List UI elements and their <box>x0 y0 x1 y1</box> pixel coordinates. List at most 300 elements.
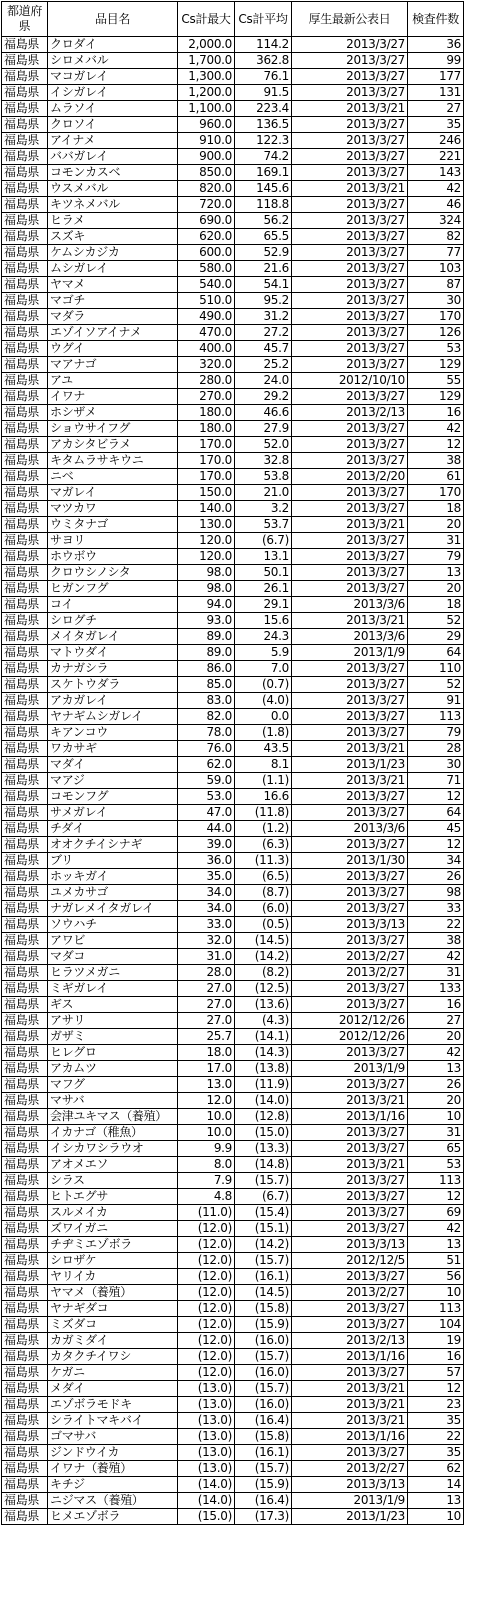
inspection-count-cell: 35 <box>408 1413 464 1429</box>
cs-average-cell: 21.0 <box>235 485 292 501</box>
cs-average-cell: (12.8) <box>235 1109 292 1125</box>
cs-average-cell: (11.9) <box>235 1077 292 1093</box>
cs-average-cell: (16.4) <box>235 1493 292 1509</box>
item-name-cell: ズワイガニ <box>48 1221 178 1237</box>
cs-max-cell: 82.0 <box>178 709 235 725</box>
cs-average-cell: (14.0) <box>235 1093 292 1109</box>
cs-average-cell: 362.8 <box>235 53 292 69</box>
item-name-cell: ムシガレイ <box>48 261 178 277</box>
publication-date-cell: 2013/3/21 <box>292 613 408 629</box>
cs-max-cell: 170.0 <box>178 437 235 453</box>
inspection-count-cell: 10 <box>408 1109 464 1125</box>
table-row <box>2 1429 464 1445</box>
table-row <box>2 117 464 133</box>
prefecture-cell: 福島県 <box>2 805 48 821</box>
cs-max-cell: 1,100.0 <box>178 101 235 117</box>
item-name-cell: キタムラサキウニ <box>48 453 178 469</box>
publication-date-cell: 2013/3/21 <box>292 1413 408 1429</box>
cs-average-cell: 43.5 <box>235 741 292 757</box>
cs-max-cell: 33.0 <box>178 917 235 933</box>
prefecture-cell: 福島県 <box>2 661 48 677</box>
prefecture-cell: 福島県 <box>2 1333 48 1349</box>
cs-max-cell: 180.0 <box>178 405 235 421</box>
inspection-count-cell: 64 <box>408 805 464 821</box>
cs-max-cell: (13.0) <box>178 1381 235 1397</box>
publication-date-cell: 2013/3/27 <box>292 229 408 245</box>
cs-average-cell: (15.7) <box>235 1253 292 1269</box>
inspection-count-cell: 30 <box>408 293 464 309</box>
cs-max-cell: 8.0 <box>178 1157 235 1173</box>
inspection-count-cell: 51 <box>408 1253 464 1269</box>
item-name-cell: サヨリ <box>48 533 178 549</box>
inspection-count-cell: 20 <box>408 581 464 597</box>
cs-max-cell: (13.0) <box>178 1397 235 1413</box>
cs-average-cell: (16.4) <box>235 1413 292 1429</box>
prefecture-cell: 福島県 <box>2 1237 48 1253</box>
table-row <box>2 213 464 229</box>
item-name-cell: マフグ <box>48 1077 178 1093</box>
table-row <box>2 469 464 485</box>
inspection-count-cell: 13 <box>408 565 464 581</box>
table-row <box>2 133 464 149</box>
cs-average-cell: (16.0) <box>235 1365 292 1381</box>
publication-date-cell: 2013/3/27 <box>292 213 408 229</box>
item-name-cell: マツカワ <box>48 501 178 517</box>
cs-max-cell: 4.8 <box>178 1189 235 1205</box>
prefecture-cell: 福島県 <box>2 389 48 405</box>
inspection-count-cell: 170 <box>408 485 464 501</box>
cs-max-cell: 47.0 <box>178 805 235 821</box>
inspection-count-cell: 170 <box>408 309 464 325</box>
prefecture-cell: 福島県 <box>2 837 48 853</box>
inspection-count-cell: 26 <box>408 1077 464 1093</box>
table-row <box>2 949 464 965</box>
inspection-count-cell: 87 <box>408 277 464 293</box>
item-name-cell: イワナ <box>48 389 178 405</box>
item-name-cell: シロザケ <box>48 1253 178 1269</box>
cs-average-cell: (14.3) <box>235 1045 292 1061</box>
cs-average-cell: (1.8) <box>235 725 292 741</box>
prefecture-cell: 福島県 <box>2 885 48 901</box>
publication-date-cell: 2013/3/27 <box>292 389 408 405</box>
cs-average-cell: 24.0 <box>235 373 292 389</box>
publication-date-cell: 2013/3/21 <box>292 1157 408 1173</box>
publication-date-cell: 2013/3/27 <box>292 805 408 821</box>
prefecture-cell: 福島県 <box>2 1509 48 1525</box>
prefecture-cell: 福島県 <box>2 341 48 357</box>
inspection-count-cell: 113 <box>408 1301 464 1317</box>
table-header <box>2 2 464 37</box>
item-name-cell: マコガレイ <box>48 69 178 85</box>
table-row <box>2 965 464 981</box>
table-row <box>2 1493 464 1509</box>
table-row <box>2 405 464 421</box>
header-prefecture: 都道府県 <box>2 2 48 37</box>
publication-date-cell: 2013/3/27 <box>292 1269 408 1285</box>
inspection-count-cell: 45 <box>408 821 464 837</box>
cs-max-cell: 27.0 <box>178 981 235 997</box>
table-row <box>2 1397 464 1413</box>
item-name-cell: ケガニ <box>48 1365 178 1381</box>
prefecture-cell: 福島県 <box>2 725 48 741</box>
cs-max-cell: 31.0 <box>178 949 235 965</box>
cs-average-cell: 25.2 <box>235 357 292 373</box>
header-item-name: 品目名 <box>48 2 178 37</box>
item-name-cell: コイ <box>48 597 178 613</box>
prefecture-cell: 福島県 <box>2 741 48 757</box>
inspection-count-cell: 34 <box>408 853 464 869</box>
table-row <box>2 901 464 917</box>
cs-max-cell: 820.0 <box>178 181 235 197</box>
cs-max-cell: 34.0 <box>178 885 235 901</box>
table-row <box>2 1381 464 1397</box>
inspection-count-cell: 12 <box>408 1381 464 1397</box>
publication-date-cell: 2013/3/27 <box>292 677 408 693</box>
cs-max-cell: (13.0) <box>178 1413 235 1429</box>
publication-date-cell: 2013/3/27 <box>292 325 408 341</box>
inspection-count-cell: 104 <box>408 1317 464 1333</box>
inspection-count-cell: 42 <box>408 949 464 965</box>
table-row <box>2 485 464 501</box>
cs-max-cell: (12.0) <box>178 1317 235 1333</box>
cs-max-cell: 690.0 <box>178 213 235 229</box>
publication-date-cell: 2013/1/9 <box>292 1061 408 1077</box>
prefecture-cell: 福島県 <box>2 613 48 629</box>
inspection-count-cell: 18 <box>408 501 464 517</box>
cs-max-cell: 76.0 <box>178 741 235 757</box>
prefecture-cell: 福島県 <box>2 37 48 53</box>
table-row <box>2 1173 464 1189</box>
item-name-cell: ミズダコ <box>48 1317 178 1333</box>
prefecture-cell: 福島県 <box>2 117 48 133</box>
publication-date-cell: 2013/3/27 <box>292 165 408 181</box>
cs-max-cell: 170.0 <box>178 469 235 485</box>
item-name-cell: ヒガンフグ <box>48 581 178 597</box>
table-row <box>2 629 464 645</box>
inspection-count-cell: 22 <box>408 1429 464 1445</box>
cs-average-cell: 13.1 <box>235 549 292 565</box>
inspection-count-cell: 13 <box>408 1237 464 1253</box>
table-row <box>2 581 464 597</box>
inspection-count-cell: 13 <box>408 1061 464 1077</box>
cs-max-cell: 600.0 <box>178 245 235 261</box>
item-name-cell: シライトマキバイ <box>48 1413 178 1429</box>
item-name-cell: アカガレイ <box>48 693 178 709</box>
publication-date-cell: 2013/1/16 <box>292 1109 408 1125</box>
publication-date-cell: 2013/3/27 <box>292 661 408 677</box>
item-name-cell: ジンドウイカ <box>48 1445 178 1461</box>
publication-date-cell: 2013/1/9 <box>292 645 408 661</box>
cs-average-cell: (11.8) <box>235 805 292 821</box>
cs-max-cell: 400.0 <box>178 341 235 357</box>
item-name-cell: 会津ユキマス（養殖） <box>48 1109 178 1125</box>
publication-date-cell: 2013/3/27 <box>292 981 408 997</box>
inspection-count-cell: 20 <box>408 517 464 533</box>
table-row <box>2 1317 464 1333</box>
cs-average-cell: 54.1 <box>235 277 292 293</box>
table-row <box>2 197 464 213</box>
publication-date-cell: 2013/3/27 <box>292 1125 408 1141</box>
inspection-count-cell: 324 <box>408 213 464 229</box>
cs-max-cell: 1,700.0 <box>178 53 235 69</box>
table-row <box>2 1413 464 1429</box>
cs-max-cell: 93.0 <box>178 613 235 629</box>
prefecture-cell: 福島県 <box>2 293 48 309</box>
publication-date-cell: 2013/3/27 <box>292 565 408 581</box>
table-row <box>2 1461 464 1477</box>
prefecture-cell: 福島県 <box>2 1477 48 1493</box>
inspection-count-cell: 79 <box>408 549 464 565</box>
item-name-cell: アオメエソ <box>48 1157 178 1173</box>
publication-date-cell: 2013/3/27 <box>292 117 408 133</box>
prefecture-cell: 福島県 <box>2 1173 48 1189</box>
inspection-count-cell: 12 <box>408 1189 464 1205</box>
item-name-cell: ミギガレイ <box>48 981 178 997</box>
cs-max-cell: 13.0 <box>178 1077 235 1093</box>
inspection-count-cell: 133 <box>408 981 464 997</box>
prefecture-cell: 福島県 <box>2 1301 48 1317</box>
publication-date-cell: 2013/3/27 <box>292 293 408 309</box>
prefecture-cell: 福島県 <box>2 949 48 965</box>
inspection-count-cell: 38 <box>408 453 464 469</box>
item-name-cell: カナガシラ <box>48 661 178 677</box>
table-row <box>2 261 464 277</box>
cs-max-cell: 17.0 <box>178 1061 235 1077</box>
cs-average-cell: 27.9 <box>235 421 292 437</box>
publication-date-cell: 2013/3/27 <box>292 1365 408 1381</box>
prefecture-cell: 福島県 <box>2 709 48 725</box>
prefecture-cell: 福島県 <box>2 85 48 101</box>
inspection-count-cell: 28 <box>408 741 464 757</box>
header-cs-average: Cs計平均 <box>235 2 292 37</box>
publication-date-cell: 2013/3/27 <box>292 485 408 501</box>
inspection-count-cell: 113 <box>408 1173 464 1189</box>
inspection-count-cell: 52 <box>408 613 464 629</box>
table-row <box>2 85 464 101</box>
item-name-cell: ナガレメイタガレイ <box>48 901 178 917</box>
item-name-cell: コモンフグ <box>48 789 178 805</box>
cs-max-cell: 900.0 <box>178 149 235 165</box>
item-name-cell: コモンカスベ <box>48 165 178 181</box>
publication-date-cell: 2013/3/27 <box>292 885 408 901</box>
inspection-count-cell: 42 <box>408 181 464 197</box>
prefecture-cell: 福島県 <box>2 261 48 277</box>
cs-average-cell: 118.8 <box>235 197 292 213</box>
inspection-count-cell: 129 <box>408 357 464 373</box>
prefecture-cell: 福島県 <box>2 869 48 885</box>
item-name-cell: チダイ <box>48 821 178 837</box>
prefecture-cell: 福島県 <box>2 853 48 869</box>
cs-average-cell: (14.2) <box>235 949 292 965</box>
cs-average-cell: (16.0) <box>235 1397 292 1413</box>
prefecture-cell: 福島県 <box>2 325 48 341</box>
cs-max-cell: (13.0) <box>178 1429 235 1445</box>
inspection-count-cell: 82 <box>408 229 464 245</box>
publication-date-cell: 2013/1/23 <box>292 1509 408 1525</box>
publication-date-cell: 2013/3/27 <box>292 437 408 453</box>
inspection-count-cell: 103 <box>408 261 464 277</box>
item-name-cell: ソウハチ <box>48 917 178 933</box>
cs-average-cell: (6.0) <box>235 901 292 917</box>
inspection-count-cell: 27 <box>408 1013 464 1029</box>
inspection-count-cell: 20 <box>408 1093 464 1109</box>
inspection-count-cell: 99 <box>408 53 464 69</box>
item-name-cell: ヤマメ <box>48 277 178 293</box>
table-row <box>2 773 464 789</box>
cs-average-cell: (13.8) <box>235 1061 292 1077</box>
table-row <box>2 101 464 117</box>
prefecture-cell: 福島県 <box>2 245 48 261</box>
publication-date-cell: 2013/3/27 <box>292 933 408 949</box>
publication-date-cell: 2013/3/27 <box>292 421 408 437</box>
prefecture-cell: 福島県 <box>2 693 48 709</box>
cs-max-cell: 44.0 <box>178 821 235 837</box>
prefecture-cell: 福島県 <box>2 181 48 197</box>
prefecture-cell: 福島県 <box>2 1189 48 1205</box>
cs-max-cell: 83.0 <box>178 693 235 709</box>
publication-date-cell: 2013/1/9 <box>292 1493 408 1509</box>
cs-max-cell: 62.0 <box>178 757 235 773</box>
table-row <box>2 1093 464 1109</box>
publication-date-cell: 2013/3/21 <box>292 773 408 789</box>
item-name-cell: マダラ <box>48 309 178 325</box>
publication-date-cell: 2013/3/13 <box>292 917 408 933</box>
cs-max-cell: (12.0) <box>178 1301 235 1317</box>
cs-average-cell: 76.1 <box>235 69 292 85</box>
item-name-cell: アワビ <box>48 933 178 949</box>
prefecture-cell: 福島県 <box>2 133 48 149</box>
item-name-cell: ホシザメ <box>48 405 178 421</box>
cs-max-cell: 130.0 <box>178 517 235 533</box>
item-name-cell: ホウボウ <box>48 549 178 565</box>
item-name-cell: ウスメバル <box>48 181 178 197</box>
prefecture-cell: 福島県 <box>2 1317 48 1333</box>
publication-date-cell: 2013/3/27 <box>292 261 408 277</box>
inspection-count-cell: 110 <box>408 661 464 677</box>
table-row <box>2 1477 464 1493</box>
item-name-cell: マアナゴ <box>48 357 178 373</box>
publication-date-cell: 2013/2/13 <box>292 1333 408 1349</box>
cs-max-cell: 59.0 <box>178 773 235 789</box>
publication-date-cell: 2013/1/23 <box>292 757 408 773</box>
prefecture-cell: 福島県 <box>2 405 48 421</box>
item-name-cell: エゾボラモドキ <box>48 1397 178 1413</box>
inspection-count-cell: 38 <box>408 933 464 949</box>
prefecture-cell: 福島県 <box>2 1077 48 1093</box>
cs-max-cell: 36.0 <box>178 853 235 869</box>
cs-max-cell: 35.0 <box>178 869 235 885</box>
prefecture-cell: 福島県 <box>2 1125 48 1141</box>
publication-date-cell: 2013/2/27 <box>292 1285 408 1301</box>
table-row <box>2 453 464 469</box>
cs-max-cell: 78.0 <box>178 725 235 741</box>
prefecture-cell: 福島県 <box>2 645 48 661</box>
cs-max-cell: (12.0) <box>178 1333 235 1349</box>
item-name-cell: ゴマサバ <box>48 1429 178 1445</box>
cs-average-cell: (15.0) <box>235 1125 292 1141</box>
publication-date-cell: 2013/1/16 <box>292 1429 408 1445</box>
cs-max-cell: (12.0) <box>178 1253 235 1269</box>
cs-max-cell: (14.0) <box>178 1477 235 1493</box>
inspection-count-cell: 131 <box>408 85 464 101</box>
publication-date-cell: 2013/3/21 <box>292 181 408 197</box>
inspection-count-cell: 23 <box>408 1397 464 1413</box>
cs-max-cell: 89.0 <box>178 645 235 661</box>
cs-average-cell: 15.6 <box>235 613 292 629</box>
item-name-cell: シログチ <box>48 613 178 629</box>
table-body <box>2 37 464 1525</box>
inspection-count-cell: 177 <box>408 69 464 85</box>
prefecture-cell: 福島県 <box>2 469 48 485</box>
inspection-count-cell: 77 <box>408 245 464 261</box>
inspection-count-cell: 246 <box>408 133 464 149</box>
prefecture-cell: 福島県 <box>2 453 48 469</box>
cs-average-cell: (14.8) <box>235 1157 292 1173</box>
prefecture-cell: 福島県 <box>2 437 48 453</box>
prefecture-cell: 福島県 <box>2 1413 48 1429</box>
prefecture-cell: 福島県 <box>2 789 48 805</box>
item-name-cell: チヂミエゾボラ <box>48 1237 178 1253</box>
prefecture-cell: 福島県 <box>2 165 48 181</box>
cs-average-cell: (13.6) <box>235 997 292 1013</box>
prefecture-cell: 福島県 <box>2 197 48 213</box>
inspection-count-cell: 143 <box>408 165 464 181</box>
table-row <box>2 1045 464 1061</box>
cs-max-cell: 580.0 <box>178 261 235 277</box>
cs-max-cell: 89.0 <box>178 629 235 645</box>
cs-average-cell: (15.8) <box>235 1429 292 1445</box>
publication-date-cell: 2013/3/13 <box>292 1477 408 1493</box>
header-latest-publication-date: 厚生最新公表日 <box>292 2 408 37</box>
cs-average-cell: (14.5) <box>235 933 292 949</box>
table-row <box>2 149 464 165</box>
prefecture-cell: 福島県 <box>2 309 48 325</box>
item-name-cell: ギス <box>48 997 178 1013</box>
table-row <box>2 533 464 549</box>
cs-average-cell: (15.1) <box>235 1221 292 1237</box>
item-name-cell: サメガレイ <box>48 805 178 821</box>
cs-average-cell: (13.3) <box>235 1141 292 1157</box>
inspection-count-cell: 42 <box>408 421 464 437</box>
cs-average-cell: 45.7 <box>235 341 292 357</box>
item-name-cell: キツネメバル <box>48 197 178 213</box>
prefecture-cell: 福島県 <box>2 1045 48 1061</box>
prefecture-cell: 福島県 <box>2 1029 48 1045</box>
prefecture-cell: 福島県 <box>2 1061 48 1077</box>
table-row <box>2 1221 464 1237</box>
cs-average-cell: (15.7) <box>235 1173 292 1189</box>
item-name-cell: ムラソイ <box>48 101 178 117</box>
table-row <box>2 1349 464 1365</box>
publication-date-cell: 2012/12/26 <box>292 1029 408 1045</box>
cs-max-cell: 120.0 <box>178 549 235 565</box>
item-name-cell: ヤリイカ <box>48 1269 178 1285</box>
cs-average-cell: 122.3 <box>235 133 292 149</box>
cs-max-cell: 490.0 <box>178 309 235 325</box>
item-name-cell: アユ <box>48 373 178 389</box>
publication-date-cell: 2013/1/16 <box>292 1349 408 1365</box>
table-row <box>2 693 464 709</box>
cs-max-cell: 180.0 <box>178 421 235 437</box>
table-row <box>2 389 464 405</box>
cs-average-cell: 53.8 <box>235 469 292 485</box>
cs-max-cell: 34.0 <box>178 901 235 917</box>
table-row <box>2 1141 464 1157</box>
inspection-count-cell: 35 <box>408 1445 464 1461</box>
prefecture-cell: 福島県 <box>2 1461 48 1477</box>
prefecture-cell: 福島県 <box>2 901 48 917</box>
inspection-count-cell: 12 <box>408 437 464 453</box>
